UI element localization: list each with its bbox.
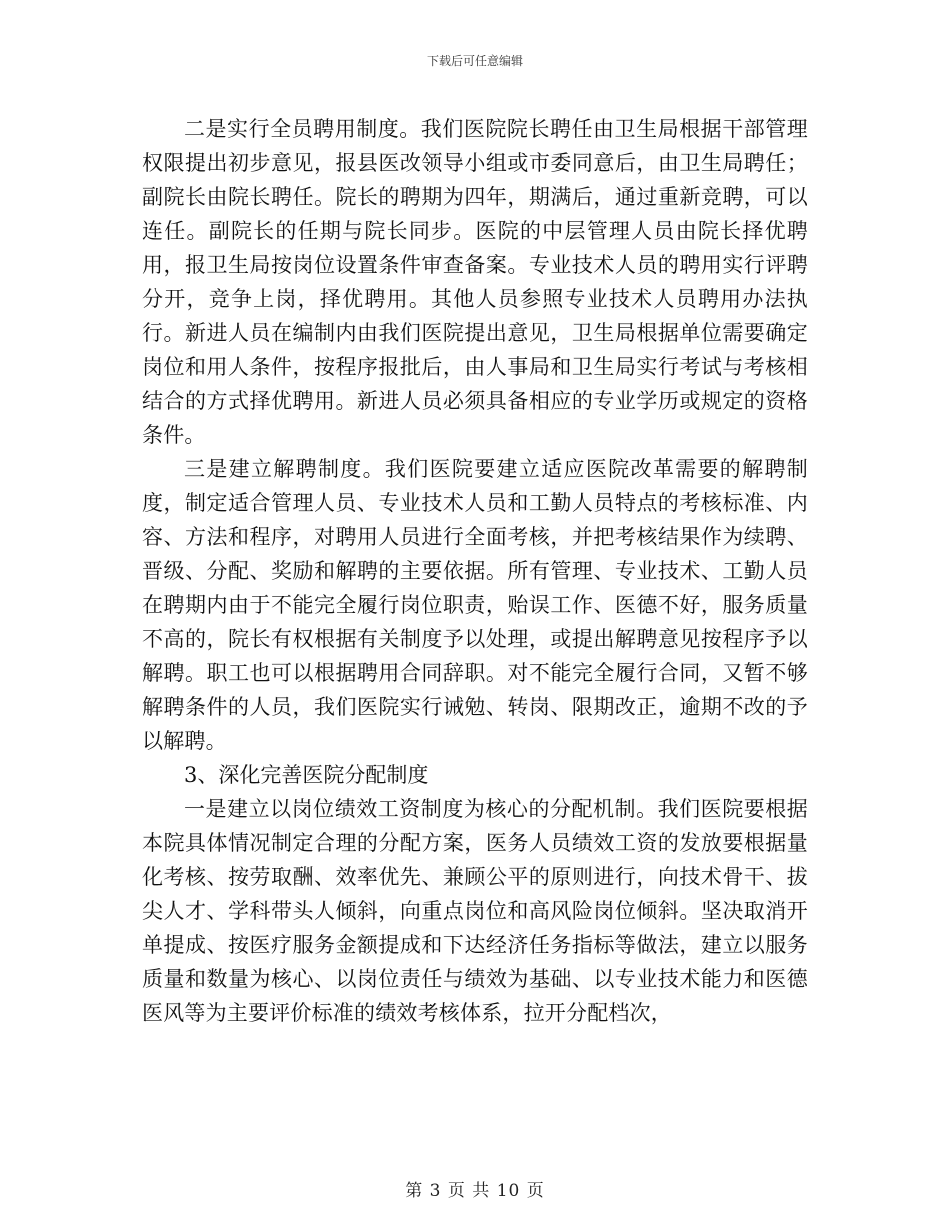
paragraph-staff-appointment: 二是实行全员聘用制度。我们医院院长聘任由卫生局根据干部管理权限提出初步意见，报县医改领导小组或市委同意后，由卫生局聘任；副院长由院长聘任。院长的聘期为四年，期满后，通过重新竞聘，可以连任。副院长的任期与院长同步。医院的中层管理人员由院长择优聘用，报卫生局按岗位设置条件审查备案。专业技术人员的聘用实行评聘分开，竞争上岗，择优聘用。其他人员参照专业技术人员聘用办法执行。新进人员在编制内由我们医院提出意见，卫生局根据单位需要确定岗位和用人条件，按程序报批后，由人事局和卫生局实行考试与考核相结合的方式择优聘用。新进人员必须具备相应的专业学历或规定的资格条件。 xyxy=(142,117,808,447)
page-number: 第 3 页 共 10 页 xyxy=(405,1181,545,1201)
document-body xyxy=(142,112,808,1030)
section-heading-distribution: 3、深化完善医院分配制度 xyxy=(184,763,429,787)
page-header-note: 下载后可任意编辑 xyxy=(426,54,523,68)
paragraph-performance-pay: 一是建立以岗位绩效工资制度为核心的分配机制。我们医院要根据本院具体情况制定合理的分配方案，医务人员绩效工资的发放要根据量化考核、按劳取酬、效率优先、兼顾公平的原则进行，向技术骨干、拔尖人才、学科带头人倾斜，向重点岗位和高风险岗位倾斜。坚决取消开单提成、按医疗服务金额提成和下达经济任务指标等做法，建立以服务质量和数量为核心、以岗位责任与绩效为基础、以专业技术能力和医德医风等为主要评价标准的绩效考核体系，拉开分配档次， xyxy=(142,797,808,1025)
paragraph-dismissal-system: 三是建立解聘制度。我们医院要建立适应医院改革需要的解聘制度，制定适合管理人员、专业技术人员和工勤人员特点的考核标准、内容、方法和程序，对聘用人员进行全面考核，并把考核结果作为续聘、晋级、分配、奖励和解聘的主要依据。所有管理、专业技术、工勤人员在聘期内由于不能完全履行岗位职责，贻误工作、医德不好，服务质量不高的，院长有权根据有关制度予以处理，或提出解聘意见按程序予以解聘。职工也可以根据聘用合同辞职。对不能完全履行合同，又暂不够解聘条件的人员，我们医院实行诫勉、转岗、限期改正，逾期不改的予以解聘。 xyxy=(142,457,808,753)
